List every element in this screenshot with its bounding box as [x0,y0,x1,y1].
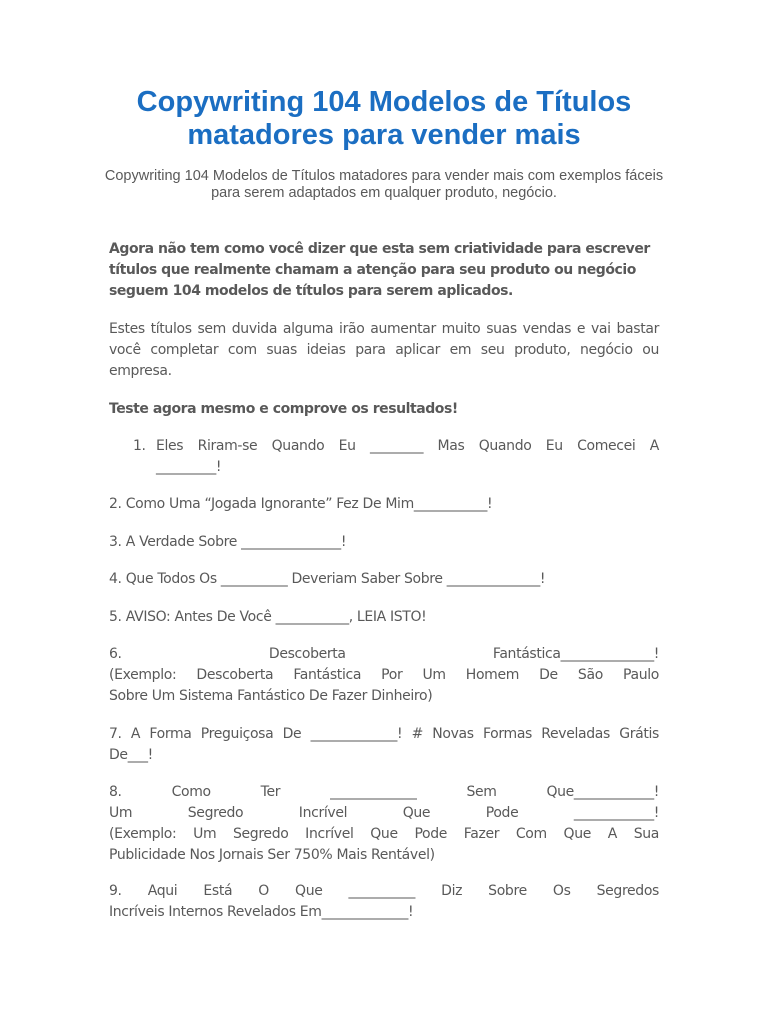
list-item-number: 1. [133,438,146,454]
page-subtitle: Copywriting 104 Modelos de Títulos matadores para vender mais com exemplos fáceis para serem adaptados em qualquer produto, negócio. [104,168,664,201]
list-item-line: Eles Riram-se Quando Eu ________ Mas Quando Eu Comecei A [156,438,659,454]
list-item: 2. Como Uma “Jogada Ignorante” Fez De Mim___________! [109,496,493,512]
intro-paragraph: Estes títulos sem duvida alguma irão aumentar muito suas vendas e vai bastar você completar com suas ideias para aplicar em seu produto, negócio ou empresa. [109,321,659,379]
list-item-line: Publicidade Nos Jornais Ser 750% Mais Rentável) [109,847,435,863]
list-item-line: 9. Aqui Está O Que __________ Diz Sobre Os Segredos [109,883,659,899]
list-item-line: Sobre Um Sistema Fantástico De Fazer Dinheiro) [109,688,433,704]
list-item-line: 8. Como Ter _____________ Sem Que____________! [109,784,659,800]
list-item [109,881,659,923]
page-title: Copywriting 104 Modelos de Títulos matadores para vender mais [136,86,632,151]
list-item [109,782,659,866]
list-item: 4. Que Todos Os __________ Deveriam Saber Sobre ______________! [109,571,546,587]
intro-bold-paragraph: Agora não tem como você dizer que esta sem criatividade para escrever títulos que realmente chamam a atenção para seu produto ou negócio seguem 104 modelos de títulos para serem aplicados. [109,241,650,299]
list-item-line: (Exemplo: Descoberta Fantástica Por Um Homem De São Paulo [109,667,659,683]
list-item-line: _________! [156,459,222,475]
list-item [109,724,659,766]
list-item-line: Um Segredo Incrível Que Pode ____________! [109,805,659,821]
list-item-line: 6. Descoberta Fantástica______________! [109,646,659,662]
list-item: 3. A Verdade Sobre _______________! [109,534,347,550]
list-item [109,644,659,707]
list-item-line: Incríveis Internos Revelados Em_____________! [109,904,414,920]
list-item-line: (Exemplo: Um Segredo Incrível Que Pode Fazer Com Que A Sua [109,826,659,842]
call-to-action: Teste agora mesmo e comprove os resultados! [109,401,458,417]
list-item: 5. AVISO: Antes De Você ___________, LEIA ISTO! [109,609,427,625]
list-item-line: De___! [109,747,153,763]
list-item-line: 7. A Forma Preguiçosa De _____________! # Novas Formas Reveladas Grátis [109,726,659,742]
